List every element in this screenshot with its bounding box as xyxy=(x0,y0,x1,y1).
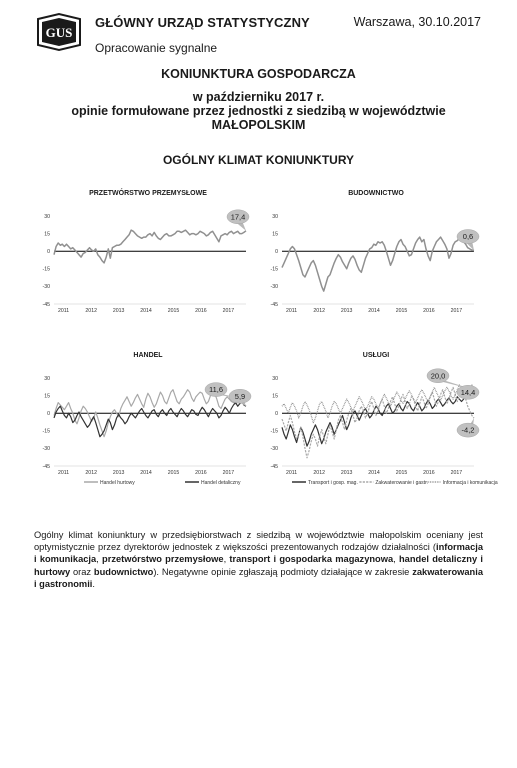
callout-value-label: 11,6 xyxy=(208,385,224,395)
x-tick-label: 2015 xyxy=(167,308,180,314)
legend-label: Handel detaliczny xyxy=(201,480,241,486)
x-tick-label: 2013 xyxy=(340,308,353,314)
gus-logo xyxy=(36,13,82,51)
document-date: Warszawa, 30.10.2017 xyxy=(353,15,481,29)
y-tick-label: -30 xyxy=(42,284,50,291)
summary-text: . xyxy=(92,578,95,589)
x-tick-label: 2011 xyxy=(58,470,70,476)
summary-bold: handel detaliczny i hurtowy xyxy=(34,554,483,577)
chart-trade xyxy=(34,362,262,502)
callout-value-label: 14,4 xyxy=(460,387,476,397)
y-tick-label: -45 xyxy=(270,301,278,308)
y-tick-label: -30 xyxy=(270,446,278,453)
y-tick-label: -30 xyxy=(270,284,278,291)
legend-label: Handel hurtowy xyxy=(100,480,135,486)
y-tick-label: -15 xyxy=(270,266,278,273)
legend-label: Transport i gosp. mag. xyxy=(308,480,358,486)
y-tick-label: -45 xyxy=(270,463,278,470)
summary-text: , xyxy=(96,554,103,565)
y-tick-label: 0 xyxy=(47,249,50,255)
x-tick-label: 2017 xyxy=(450,470,463,476)
x-tick-label: 2014 xyxy=(140,470,152,476)
series-line xyxy=(282,392,474,446)
x-tick-label: 2017 xyxy=(222,470,235,476)
subtitle-period: w październiku 2017 r. xyxy=(192,90,325,104)
document-type: Opracowanie sygnalne xyxy=(95,41,218,55)
x-tick-label: 2017 xyxy=(222,308,235,314)
x-tick-label: 2014 xyxy=(368,308,380,314)
summary-paragraph xyxy=(34,529,483,590)
summary-bold: przetwórstwo przemysłowe xyxy=(102,554,224,565)
callout-value-label: 5,9 xyxy=(234,391,246,401)
y-tick-label: 0 xyxy=(47,411,50,417)
legend-label: Informacja i komunikacja xyxy=(442,480,498,486)
x-tick-label: 2016 xyxy=(423,308,435,314)
subtitle-block xyxy=(0,90,517,132)
chart-title: HANDEL xyxy=(133,352,163,359)
chart-title: USŁUGI xyxy=(362,352,390,359)
logo-letters: GUS xyxy=(45,25,73,40)
x-tick-label: 2011 xyxy=(286,470,298,476)
chart-title: PRZETWÓRSTWO PRZEMYSŁOWE xyxy=(89,190,207,197)
summary-bold: informacja i komunikacja xyxy=(34,542,483,565)
summary-text: , xyxy=(393,554,399,565)
chart-construction xyxy=(262,200,490,320)
chart-title: BUDOWNICTWO xyxy=(348,190,404,197)
y-tick-label: 30 xyxy=(272,375,278,382)
x-tick-label: 2015 xyxy=(395,470,408,476)
chart-services xyxy=(262,362,498,502)
x-tick-label: 2014 xyxy=(368,470,380,476)
summary-text: ). Negatywne opinie zgłaszają podmioty działające w zakresie xyxy=(153,566,413,577)
x-tick-label: 2015 xyxy=(167,470,180,476)
x-tick-label: 2012 xyxy=(85,308,97,314)
y-tick-label: -30 xyxy=(42,446,50,453)
y-tick-label: 30 xyxy=(272,213,278,220)
y-tick-label: 30 xyxy=(44,375,50,382)
y-tick-label: -45 xyxy=(42,301,50,308)
summary-text: oraz xyxy=(70,566,94,577)
x-tick-label: 2013 xyxy=(340,470,353,476)
gus-logo-icon xyxy=(36,13,82,51)
x-tick-label: 2011 xyxy=(286,308,298,314)
x-tick-label: 2014 xyxy=(140,308,152,314)
y-tick-label: -15 xyxy=(42,428,50,435)
chart-manufacturing xyxy=(34,200,262,320)
y-tick-label: -45 xyxy=(42,463,50,470)
x-tick-label: 2013 xyxy=(112,308,125,314)
y-tick-label: -15 xyxy=(42,266,50,273)
x-tick-label: 2013 xyxy=(112,470,125,476)
series-line xyxy=(282,387,474,457)
x-tick-label: 2017 xyxy=(450,308,463,314)
callout-value-label: 0,6 xyxy=(462,232,474,242)
x-tick-label: 2016 xyxy=(195,308,207,314)
callout-value-label: -4,2 xyxy=(461,425,475,435)
series-line xyxy=(282,237,474,291)
summary-bold: transport i gospodarka magazynowa xyxy=(229,554,394,565)
x-tick-label: 2015 xyxy=(395,308,408,314)
subtitle-region: MAŁOPOLSKIM xyxy=(211,118,306,132)
callout-value-label: 20,0 xyxy=(430,371,446,381)
y-tick-label: 0 xyxy=(275,411,278,417)
subtitle-description: opinie formułowane przez jednostki z siedzibą w województwie xyxy=(71,104,446,118)
x-tick-label: 2011 xyxy=(58,308,70,314)
main-title: KONIUNKTURA GOSPODARCZA xyxy=(161,67,356,81)
x-tick-label: 2016 xyxy=(423,470,435,476)
series-line xyxy=(54,230,246,263)
summary-bold: zakwaterowania i gastronomii xyxy=(34,566,483,589)
y-tick-label: 30 xyxy=(44,213,50,220)
y-tick-label: 15 xyxy=(44,231,50,238)
summary-bold: budownictwo xyxy=(93,566,154,577)
x-tick-label: 2012 xyxy=(85,470,97,476)
y-tick-label: 15 xyxy=(272,231,278,238)
x-tick-label: 2012 xyxy=(313,470,325,476)
y-tick-label: 0 xyxy=(275,249,278,255)
section-title: OGÓLNY KLIMAT KONIUNKTURY xyxy=(162,153,355,167)
x-tick-label: 2012 xyxy=(313,308,325,314)
x-tick-label: 2016 xyxy=(195,470,207,476)
legend-label: Zakwaterowanie i gastr. xyxy=(375,480,428,486)
summary-text: , xyxy=(223,554,230,565)
y-tick-label: 15 xyxy=(44,393,50,400)
callout-value-label: 17,4 xyxy=(230,212,246,222)
summary-text: Ogólny klimat koniunktury w przedsiębiorstwach z siedzibą w województwie małopolskim oceniany jest optymistycznie przez dyrektorów jednostek z większości prezentowanych rodzajów działalności ( xyxy=(34,530,483,553)
y-tick-label: -15 xyxy=(270,428,278,435)
org-name: GŁÓWNY URZĄD STATYSTYCZNY xyxy=(95,15,310,30)
y-tick-label: 15 xyxy=(272,393,278,400)
